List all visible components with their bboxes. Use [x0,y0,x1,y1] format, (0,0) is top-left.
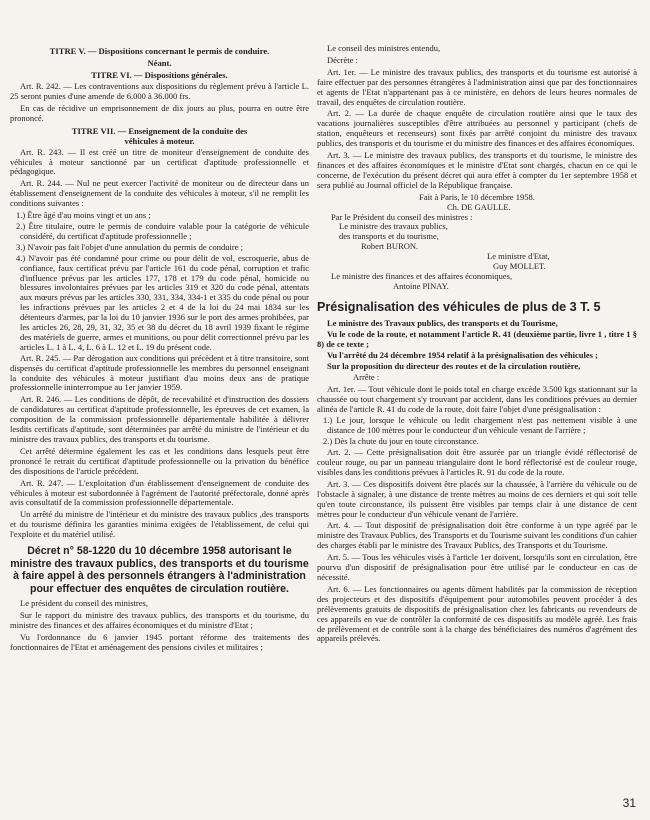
preamble-vu-code: Vu le code de la route, et notamment l'article R. 41 (deuxième partie, livre 1 , titre 1 § 8) de ce texte ; [317,329,637,350]
rapport-line: Sur le rapport du ministre des travaux publics, des transports et du tourisme, du ministre des finances et des affaires économiques et du ministre d'Etat ; [10,610,309,631]
min-etat-1: Le ministre d'Etat, [487,251,550,262]
article-r247: Art. R. 247. — L'exploitation d'un établissement d'enseignement de conduite des véhicules à moteur est subordonnée à l'agrément de l'autorité préfectorale, donné après avis consultatif de la commission professionnelle départementale. [10,477,309,508]
article-r244: Art. R. 244. — Nul ne peut exercer l'activité de moniteur ou de directeur dans un établissement d'enseignement de la conduite des véhicules à moteur, s'il ne remplit les conditions suivantes : [10,178,309,209]
page-number: 31 [622,796,636,810]
conseil-line: Le conseil des ministres entendu, [327,43,441,53]
signature-de-gaulle: Ch. DE GAULLE. [447,201,511,212]
order-article-1: Art. 1er. — Tout véhicule dont le poids total en charge excède 3.500 kgs stationnant sur la chaussée ou tout chargement s'y trouvant par accident, dans les conditions prévues au dernier alinéa de l'article R. 41 du code de la route, doit faire l'objet d'une présignalisation : [317,383,637,414]
min-fin-1: Le ministre des finances et des affaires économiques, [331,270,513,281]
article-r246: Art. R. 246. — Les conditions de dépôt, de recevabilité et d'instruction des dossiers de candidatures au certificat d'aptitude professionnelle, les épreuves de cet examen, la composition de la commission professionnelle départementale habilitée à délivrer lesdits certificats d'aptitude, sont déterminées par arrêté du ministre de l'intérieur et du ministre des travaux publics, des transports et du tourisme. [10,394,309,444]
min-tp-2: des transports et du tourisme, [339,231,439,242]
preamble-proposition: Sur la proposition du directeur des routes et de la circulation routière, [327,360,581,371]
vu-line: Vu l'ordonnance du 6 janvier 1945 portant réforme des traitements des fonctionnaires de l'Etat et aménagement des pensions civiles et militaires ; [10,632,309,653]
arrete-line: Arrête : [353,371,380,382]
title-vii-line2: véhicules à moteur. [124,135,195,146]
min-fin-2: Antoine PINAY. [393,280,449,291]
president-line: Le président du conseil des ministres, [20,598,148,609]
article-r242-para2: En cas de récidive un emprisonnement de dix jours au plus, pourra en outre être prononcé. [10,102,309,123]
title-v-sub: Néant. [147,58,172,68]
min-tp-1: Le ministre des travaux publics, [339,221,448,232]
decree-article-1: Art. 1er. — Le ministre des travaux publics, des transports et du tourisme est autorisé à faire effectuer par des personnes étrangères à l'administration ainsi que par des fonctionnaires et agents de l'Etat n'appartenant pas à ce ministère, en dehors de leurs heures normales de travail, des enquêtes de circulation routière. [317,66,637,107]
title-vii: TITRE VII. — Enseignement de la conduite des [71,125,248,136]
fait-line: Fait à Paris, le 10 décembre 1958. [419,191,535,202]
par-president-line: Par le Président du conseil des ministres : [331,211,473,222]
condition-4: 4.) N'avoir pas été condamné pour crime ou pour délit de vol, escroquerie, abus de confiance, faux certificat prévu par l'article 161 du code pénal, corruption et trafic d'influence prévus par les articles 177, 178 et 179 du code pénal, homicide ou blessures involontaires prévues par les articles 319 et 320 du code pénal, attentats aux mœurs prévus par les articles 330, 331, 334, 334-1 et 335 du code pénal ou pour les infractions prévues par les articles 2 et 4 de la loi du 24 mai 1834 sur les détenteurs d'armes, par la loi du 10 janvier 1936 sur le port des armes prohibées, par les articles 26, 28, 29, 31, 32, 35 et 38 du décret du 18 avril 1939 fixant le régime des matériels de guerre, armes et munitions, ou pour délit correctionnel prévu par les articles L. 1 à L. 4, L. 6 à L. 12 et L. 19 du présent code. [16,252,309,352]
right-column [317,44,637,646]
preamble-vu-arrete: Vu l'arrêté du 24 décembre 1954 relatif à la présignalisation des véhicules ; [327,349,598,360]
condition-2: 2.) Être titulaire, outre le permis de conduire valable pour la catégorie de véhicule considéré, du certificat d'aptitude professionnelle ; [16,220,309,241]
condition-1: 1.) Être âgé d'au moins vingt et un ans ; [16,210,151,221]
article-r246-para2: Cet arrêté détermine également les cas et les conditions dans lesquels peut être prononcé le retrait du certificat d'aptitude professionnelle ou la privation du bénéfice des dispositions de l'article précédent. [10,445,309,476]
order-article-6: Art. 6. — Les fonctionnaires ou agents dûment habilités par la commission de réception des projecteurs et des dispositifs d'équipement pour automobiles peuvent procéder à des prélèvements gratuits de dispositifs de présignalisation chez les fabricants ou revendeurs de ces appareils en vue de contrôler la conformité de ces dispositifs au modèle agréé. Les frais de prélèvement et de contrôle sont à la charge des bénéficiaires des numéros d'agrément des appareils prélevés. [317,583,637,644]
order-article-5: Art. 5. — Tous les véhicules visés à l'article 1er doivent, lorsqu'ils sont en circulation, être pourvu d'un dispositif de présignalisation pour être utilisé par le conducteur en cas de nécessité. [317,552,637,582]
order-article-3: Art. 3. — Ces dispositifs doivent être placés sur la chaussée, à l'arrière du véhicule ou de l'obstacle à signaler, à une distance de trente mètres au moins de ces derniers et qui soit telle qu'en toute circonstance, ils puissent être visibles par temps clair à une distance de cent mètres pour le conducteur d'un véhicule venant de l'arrière. [317,478,637,519]
min-tp-3: Robert BURON. [361,241,419,252]
title-vi: TITRE VI. — Dispositions générales. [91,70,228,80]
left-column [10,44,309,655]
article-r247-para2: Un arrêté du ministre de l'intérieur et du ministre des travaux publics ,des transports et du tourisme définira les garanties minima exigées de l'établissement, de celui qui l'exploite et du matériel utilisé. [10,509,309,540]
order-article-1-item-1: 1.) Le jour, lorsque le véhicule ou ledit chargement n'est pas nettement visible à une distance de 100 mètres pour le conducteur d'un véhicule venant de l'arrière ; [323,415,637,436]
order-article-2: Art. 2. — Cette présignalisation doit être assurée par un triangle évidé réflectorisé de couleur rouge, ou par un panneau triangulaire dont le bord réflectorisé est de couleur rouge, visibles dans les conditions prévues à l'articles R. 91 du code de la route. [317,447,637,477]
article-r245: Art. R. 245. — Par dérogation aux conditions qui précèdent et à titre transitoire, sont dispensés du certificat d'aptitude professionnelle les membres du personnel enseignant la conduite des véhicules à moteur justifiant d'au moins deux ans de pratique professionnelle ininterrompue au 1er janvier 1959. [10,352,309,393]
order-article-1-item-2: 2.) Dès la chute du jour en toute circonstance. [323,436,479,447]
decrete-line: Décrète : [327,54,358,65]
decree-article-2: Art. 2. — La durée de chaque enquête de circulation routière ainsi que le taux des vacations journalières susceptibles d'être attribuées au personnel y participant (chefs de station, enquêteurs et recenseurs) sont fixés par arrêté conjoint du ministre des travaux publics, des transports et du tourisme et du ministre des finances et des affaires économiques. [317,108,637,149]
condition-3: 3.) N'avoir pas fait l'objet d'une annulation du permis de conduire ; [16,241,243,252]
preamble-ministre: Le ministre des Travaux publics, des transports et du Tourisme, [327,318,558,329]
order-article-4: Art. 4. — Tout dispositif de présignalisation doit être conforme à un type agréé par le ministre des Travaux Publics, des Transports et du Tourisme suivant les conditions d'un cahier des charges établi par le ministre des Travaux Publics, des Transports et du Tourisme. [317,520,637,551]
min-etat-2: Guy MOLLET. [493,261,546,272]
article-r243: Art. R. 243. — Il est créé un titre de moniteur d'enseignement de conduite des véhicules à moteur sanctionné par un certificat d'aptitude professionnelle et pédagogique. [10,146,309,177]
article-r242: Art. R. 242. — Les contraventions aux dispositions du règlement prévu à l'article L. 25 seront punies d'une amende de 6.000 à 36.000 frs. [10,81,309,101]
decree-title: Décret n° 58-1220 du 10 décembre 1958 autorisant le ministre des travaux publics, des transports et du tourisme à faire appel à des personnels étrangers à l'administration pour effectuer des enquêtes de circulation routière. [10,545,309,595]
title-v: TITRE V. — Dispositions concernant le permis de conduire. [49,46,270,56]
section-title: Présignalisation des véhicules de plus de 3 T. 5 [317,299,601,314]
decree-article-3: Art. 3. — Le ministre des travaux publics, des transports et du tourisme, le ministre des finances et des affaires économiques et le ministre d'Etat sont chargés, chacun en ce qui le concerne, de l'exécution du présent décret qui aura effet à compter du 1er septembre 1958 et sera publié au Journal officiel de la République française. [317,150,637,190]
